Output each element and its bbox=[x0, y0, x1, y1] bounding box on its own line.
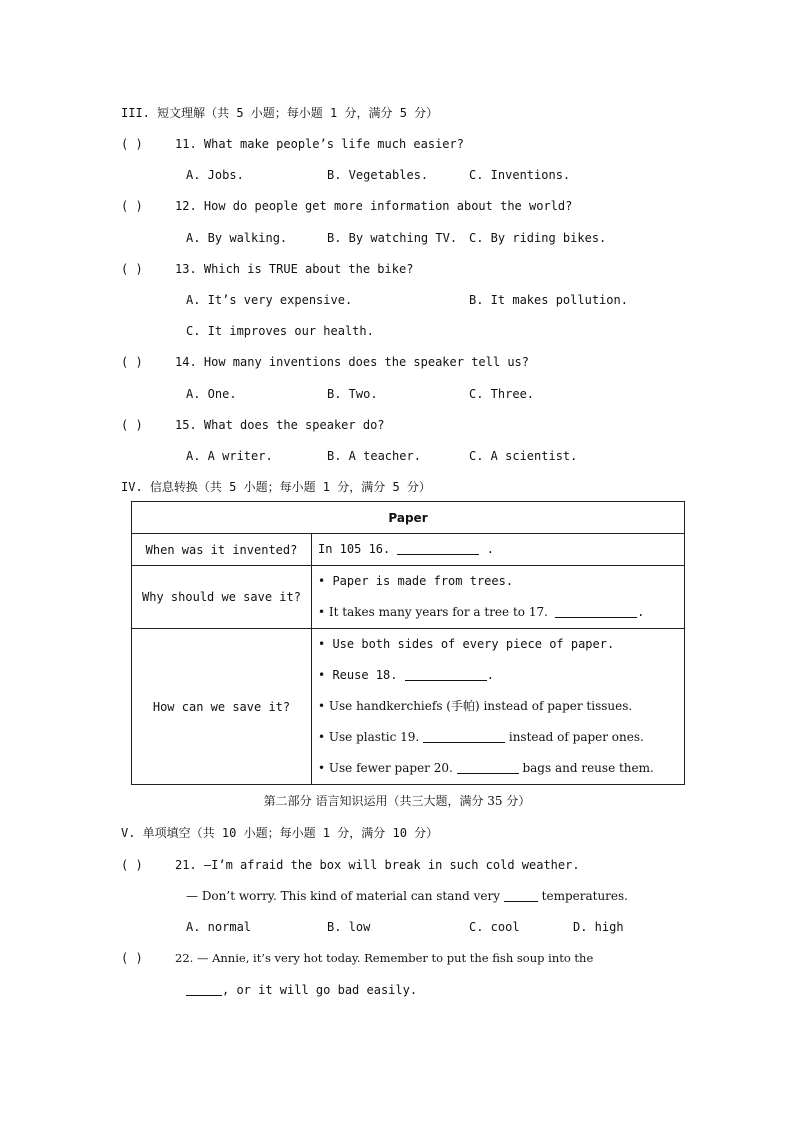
answer-paren[interactable]: ( ) bbox=[121, 355, 143, 369]
option-b: B. By watching TV. bbox=[327, 231, 458, 245]
question-stem: 22. — Annie, it’s very hot today. Remember to put the fish soup into the bbox=[175, 951, 594, 965]
blank-20[interactable] bbox=[457, 761, 519, 774]
blank-18[interactable] bbox=[405, 668, 487, 681]
blank-16[interactable] bbox=[397, 542, 479, 555]
blank-21[interactable] bbox=[504, 889, 538, 902]
info-table bbox=[131, 501, 685, 785]
cell-text: • Use both sides of every piece of paper. bbox=[318, 637, 615, 651]
option-a: A. normal bbox=[186, 920, 252, 934]
option-a: A. One. bbox=[186, 387, 237, 401]
option-a: A. By walking. bbox=[186, 231, 288, 245]
question-stem: 13. Which is TRUE about the bike? bbox=[175, 262, 414, 276]
question-stem: 11. What make people’s life much easier? bbox=[175, 137, 464, 151]
option-a: A. A writer. bbox=[186, 449, 273, 463]
cell-text: • Use handkerchiefs (手帕) instead of paper tissues. bbox=[318, 699, 633, 713]
option-c: C. By riding bikes. bbox=[469, 231, 607, 245]
question-reply bbox=[186, 888, 628, 904]
answer-paren[interactable]: ( ) bbox=[121, 199, 143, 213]
cell-tail: . bbox=[486, 668, 494, 682]
question-stem: 12. How do people get more information about the world? bbox=[175, 199, 573, 213]
row-label: When was it invented? bbox=[132, 534, 312, 566]
answer-paren[interactable]: ( ) bbox=[121, 858, 143, 872]
answer-paren[interactable]: ( ) bbox=[121, 418, 143, 432]
part-2-heading: 第二部分 语言知识运用（共三大题，满分 35 分） bbox=[263, 794, 531, 808]
option-c: C. Three. bbox=[469, 387, 535, 401]
option-c: C. Inventions. bbox=[469, 168, 571, 182]
cell-text: bags and reuse them. bbox=[522, 761, 654, 775]
blank-19[interactable] bbox=[423, 730, 505, 743]
question-stem: 21. —I’m afraid the box will break in such cold weather. bbox=[175, 858, 580, 872]
cell-tail: . bbox=[486, 542, 494, 556]
answer-paren[interactable]: ( ) bbox=[121, 951, 143, 965]
option-a: A. It’s very expensive. bbox=[186, 293, 353, 307]
option-b: B. low bbox=[327, 920, 371, 934]
cell-text: • Use plastic 19. bbox=[318, 730, 420, 744]
option-c: C. It improves our health. bbox=[186, 324, 374, 338]
answer-paren[interactable]: ( ) bbox=[121, 262, 143, 276]
cell-text: • Paper is made from trees. bbox=[318, 574, 514, 588]
table-cell bbox=[318, 660, 678, 691]
reply-text: temperatures. bbox=[541, 889, 628, 903]
section-4-heading: IV. 信息转换（共 5 小题；每小题 1 分，满分 5 分） bbox=[121, 480, 431, 494]
blank-17[interactable] bbox=[555, 605, 637, 618]
reply-text: — Don’t worry. This kind of material can stand very bbox=[186, 889, 500, 903]
table-cell bbox=[318, 753, 678, 784]
option-a: A. Jobs. bbox=[186, 168, 244, 182]
option-c: C. A scientist. bbox=[469, 449, 578, 463]
question-stem: 14. How many inventions does the speaker tell us? bbox=[175, 355, 530, 369]
option-b: B. Vegetables. bbox=[327, 168, 429, 182]
option-d: D. high bbox=[573, 920, 624, 934]
cell-tail: . bbox=[637, 605, 645, 619]
row-label: How can we save it? bbox=[132, 629, 312, 785]
option-b: B. Two. bbox=[327, 387, 378, 401]
answer-paren[interactable]: ( ) bbox=[121, 137, 143, 151]
question-stem: 15. What does the speaker do? bbox=[175, 418, 385, 432]
cell-text: instead of paper ones. bbox=[508, 730, 644, 744]
blank-22[interactable] bbox=[186, 983, 222, 996]
cell-text: • Use fewer paper 20. bbox=[318, 761, 453, 775]
cell-text: • It takes many years for a tree to 17. bbox=[318, 605, 548, 619]
option-b: B. It makes pollution. bbox=[469, 293, 628, 307]
row-label: Why should we save it? bbox=[132, 566, 312, 629]
section-5-heading: V. 单项填空（共 10 小题；每小题 1 分，满分 10 分） bbox=[121, 826, 439, 840]
question-cont bbox=[186, 982, 417, 998]
cell-text: • Reuse 18. bbox=[318, 668, 398, 682]
cont-text: , or it will go bad easily. bbox=[222, 983, 418, 997]
option-b: B. A teacher. bbox=[327, 449, 421, 463]
table-cell bbox=[318, 597, 678, 628]
table-title: Paper bbox=[132, 502, 685, 534]
option-c: C. cool bbox=[469, 920, 520, 934]
table-cell bbox=[318, 722, 678, 753]
table-cell bbox=[318, 534, 678, 565]
cell-text: In 105 16. bbox=[318, 542, 391, 556]
section-3-heading: III. 短文理解（共 5 小题；每小题 1 分，满分 5 分） bbox=[121, 106, 439, 120]
